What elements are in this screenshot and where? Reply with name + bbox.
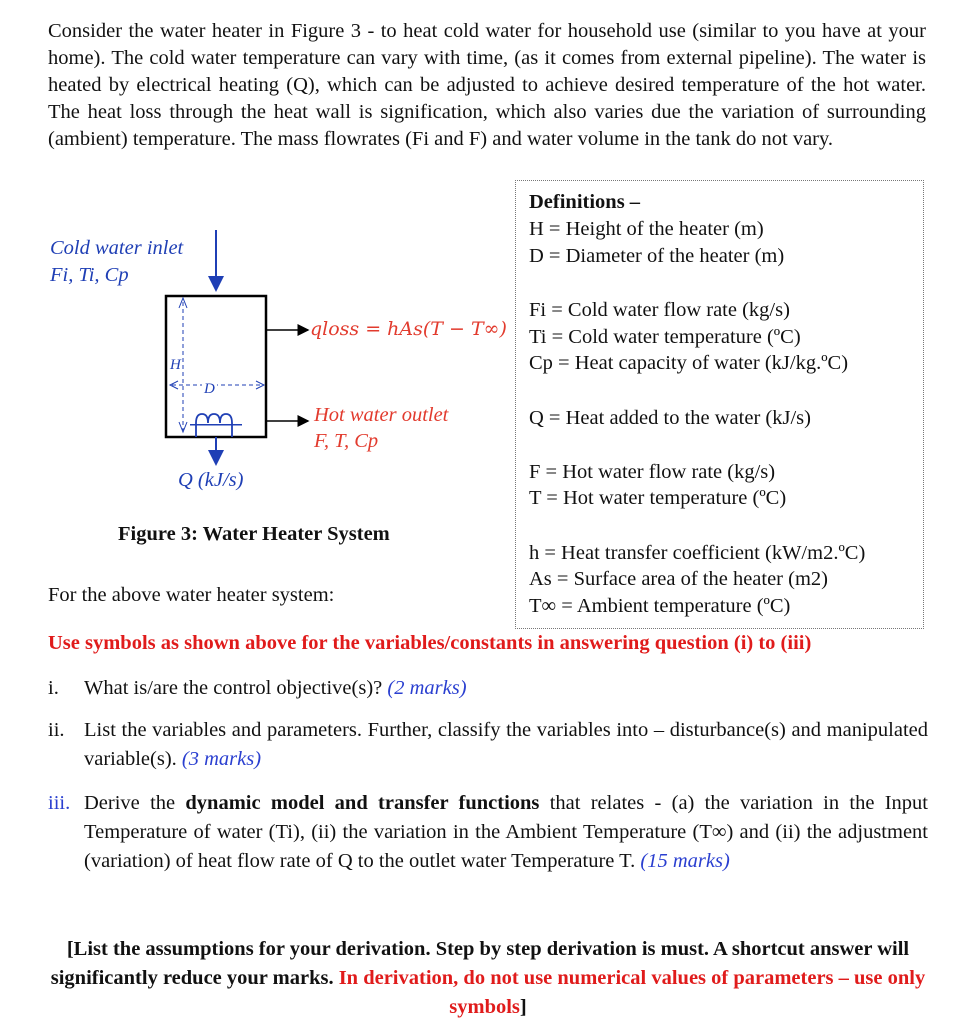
question-i: i. What is/are the control objective(s)? (2 marks) <box>48 677 467 699</box>
def-item: Fi = Cold water flow rate (kg/s) <box>529 299 790 321</box>
symbols-note: Use symbols as shown above for the variables/constants in answering question (i) to (iii) <box>48 632 812 654</box>
question-iii: iii. Derive the dynamic model and transfer functions that relates - (a) the variation in the Input Temperature of water (Ti), (ii) the variation in the Ambient Temperature (T∞) and (ii) the adjustment (variation) of heat flow rate of Q to the outlet water Temperature T. (15 marks) <box>48 792 928 872</box>
for-above-text: For the above water heater system: <box>48 584 335 606</box>
figure-caption: Figure 3: Water Heater System <box>118 523 390 545</box>
height-label: H <box>170 357 181 373</box>
def-item: Cp = Heat capacity of water (kJ/kg.ºC) <box>529 352 849 374</box>
def-item: As = Surface area of the heater (m2) <box>529 568 828 590</box>
def-item: Ti = Cold water temperature (ºC) <box>529 326 801 348</box>
intro-paragraph: Consider the water heater in Figure 3 - to heat cold water for household use (similar to you have at your home). The cold water temperature can vary with time, (as it comes from external pipeline). The water is heated by electrical heating (Q), which can be adjusted to achieve desired temperature of the hot water. The heat loss through the heat wall is signification, which also varies due the variation of surrounding (ambient) temperature. The mass flowrates (Fi and F) and water volume in the tank do not vary. <box>48 20 926 150</box>
def-item: H = Height of the heater (m) <box>529 218 764 240</box>
def-item: T = Hot water temperature (ºC) <box>529 487 787 509</box>
def-item: T∞ = Ambient temperature (ºC) <box>529 595 791 617</box>
heat-loss-equation: qloss = hAs(T − T∞) <box>310 318 507 340</box>
diameter-label: D <box>202 377 217 401</box>
question-ii: ii. List the variables and parameters. Further, classify the variables into – disturbance(s) and manipulated variable(s). (3 marks) <box>48 719 928 770</box>
def-item: F = Hot water flow rate (kg/s) <box>529 461 776 483</box>
inlet-label: Cold water inlet <box>50 237 184 259</box>
outlet-label: Hot water outlet <box>314 404 449 426</box>
def-item: h = Heat transfer coefficient (kW/m2.ºC) <box>529 542 866 564</box>
tank-outline <box>166 296 266 437</box>
definitions-title: Definitions – <box>529 191 641 213</box>
outlet-vars: F, T, Cp <box>314 430 379 452</box>
def-item: D = Diameter of the heater (m) <box>529 245 785 267</box>
inlet-vars: Fi, Ti, Cp <box>50 264 129 286</box>
heat-input-label: Q (kJ/s) <box>178 469 244 491</box>
def-item: Q = Heat added to the water (kJ/s) <box>529 407 811 429</box>
definitions-box <box>515 180 924 629</box>
footer-instructions: [List the assumptions for your derivation. Step by step derivation is must. A shortcut answer will significantly reduce your marks. In derivation, do not use numerical values of parameters – use only symbols] <box>50 938 926 1018</box>
